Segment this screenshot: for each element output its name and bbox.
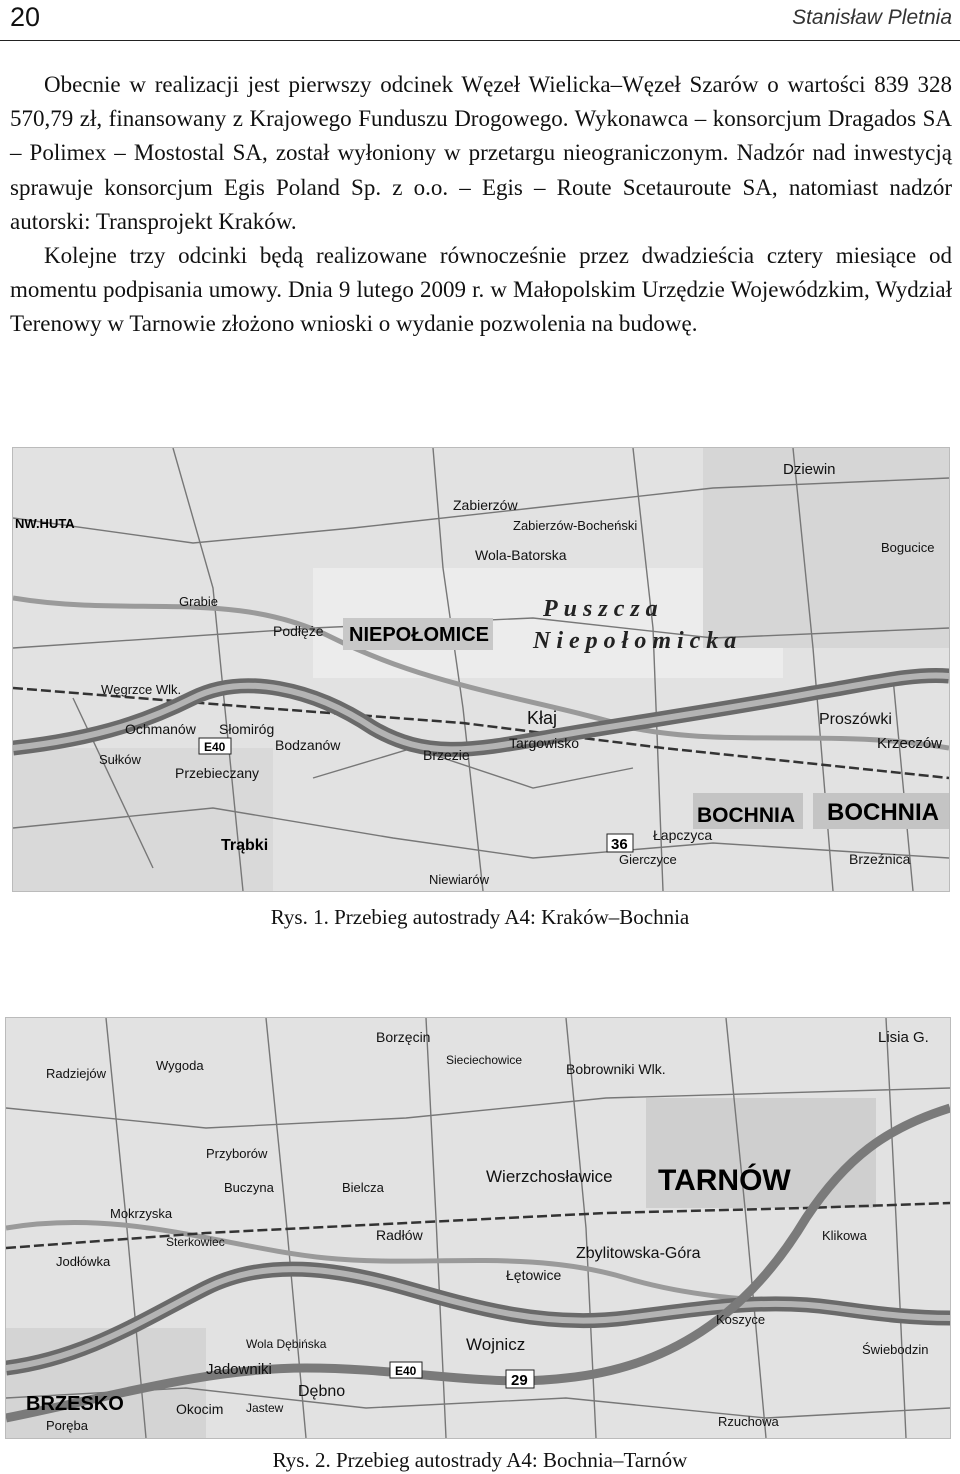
- map1-label-bodzanow: Bodzanów: [275, 737, 341, 753]
- map2-label-letowice: Łętowice: [506, 1267, 562, 1283]
- map1-label-bogucice: Bogucice: [881, 540, 935, 555]
- map1-label-zabierzow: Zabierzów: [453, 497, 518, 513]
- map2-label-mokrzyska: Mokrzyska: [110, 1206, 173, 1221]
- map1-label-krzeczow: Krzeczów: [877, 735, 943, 752]
- map1-label-bochnia-1: BOCHNIA: [697, 804, 795, 827]
- paragraph-1: Obecnie w realizacji jest pierwszy odcinek Węzeł Wielicka–Węzeł Szarów o wartości 839 328 570,79 zł, finansowany z Krajowego Funduszu Drogowego. Wykonawca – konsorcjum Dragados SA – Polimex – Mostostal SA, został wyłoniony w przetargu nieograniczonym. Nadzór nad inwestycją sprawuje konsorcjum Egis Poland Sp. z o.o. – Egis – Route Scetauroute SA, natomiast nadzór autorski: Transprojekt Kraków.: [10, 72, 952, 234]
- map1-label-grabie: Grabie: [179, 594, 219, 609]
- map1-label-gierczyce: Gierczyce: [619, 852, 677, 867]
- page-number: 20: [10, 2, 41, 32]
- map1-label-brzeznica: Brzeźnica: [849, 851, 911, 867]
- map1-label-puszcza: Puszcza: [543, 596, 664, 622]
- map1-label-wegrzce: Węgrzce Wlk.: [101, 682, 182, 697]
- figure-2-map: [5, 1017, 951, 1439]
- map2-label-bobrowniki: Bobrowniki Wlk.: [566, 1061, 666, 1077]
- map2-label-sieciechowice: Sieciechowice: [446, 1053, 523, 1067]
- map1-road-36: 36: [611, 836, 628, 853]
- body-text: [10, 68, 952, 342]
- map2-label-jadowniki: Jadowniki: [206, 1361, 272, 1378]
- map1-label-nowa-huta: NW.HUTA: [15, 516, 75, 531]
- map1-label-brzezie: Brzezie: [423, 747, 470, 763]
- map1-label-bochnia-2: BOCHNIA: [827, 799, 939, 826]
- map2-label-rzuchowa: Rzuchowa: [718, 1414, 779, 1429]
- map2-road-e40: E40: [395, 1364, 417, 1378]
- map2-label-zbylitowska-gora: Zbylitowska-Góra: [576, 1245, 701, 1262]
- map1-label-niepolomice: NIEPOŁOMICE: [349, 624, 490, 646]
- map1-label-ochmanow: Ochmanów: [125, 721, 196, 737]
- figure-1-caption: Rys. 1. Przebieg autostrady A4: Kraków–Bochnia: [270, 905, 690, 929]
- map2-label-jodlowka: Jodłówka: [56, 1254, 111, 1269]
- map2-label-okocim: Okocim: [176, 1401, 224, 1417]
- map2-label-jastew: Jastew: [246, 1401, 284, 1415]
- map2-label-radlow: Radłów: [376, 1227, 423, 1243]
- map1-label-zabierzow-bochenski: Zabierzów-Bocheński: [513, 518, 638, 533]
- map2-label-buczyna: Buczyna: [224, 1180, 274, 1195]
- map2-label-przyborow: Przyborów: [206, 1146, 268, 1161]
- map2-label-brzesko: BRZESKO: [26, 1393, 124, 1415]
- map2-label-poreba: Poręba: [46, 1418, 88, 1433]
- map1-label-slomirog: Słomiróg: [219, 721, 275, 737]
- map2-label-swiebodzin: Świebodzin: [862, 1342, 929, 1357]
- map2-label-klikowa: Klikowa: [822, 1228, 867, 1243]
- paragraph-2: Kolejne trzy odcinki będą realizowane równocześnie przez dwadzieścia cztery miesiące od momentu podpisania umowy. Dnia 9 lutego 2009 r. w Małopolskim Urzędzie Wojewódzkim, Wydział Terenowy w Tarnowie złożono wnioski o wydanie pozwolenia na budowę.: [10, 243, 952, 337]
- map1-label-podleze: Podłęże: [273, 623, 324, 639]
- map2-label-wojnicz: Wojnicz: [466, 1335, 526, 1354]
- map1-label-przebieczany: Przebieczany: [175, 765, 260, 781]
- map2-label-koszyce: Koszyce: [716, 1312, 766, 1327]
- map2-label-sterkowiec: Sterkowiec: [166, 1235, 225, 1249]
- running-head-author: Stanisław Pletnia: [792, 6, 952, 29]
- map1-label-trabki: Trąbki: [221, 837, 269, 854]
- map2-road-29: 29: [511, 1372, 528, 1389]
- map1-label-dziewin: Dziewin: [783, 461, 836, 478]
- map2-label-lisia-gora: Lisia G.: [878, 1029, 929, 1046]
- map1-road-e40: E40: [204, 740, 226, 754]
- map2-label-wola-debinska: Wola Dębińska: [246, 1337, 327, 1351]
- map2-label-tarnow: TARNÓW: [658, 1164, 791, 1197]
- map2-label-radziejow: Radziejów: [46, 1066, 106, 1081]
- map1-label-proszowki: Proszówki: [819, 711, 892, 728]
- map1-label-niewiarow: Niewiarów: [429, 872, 489, 887]
- map1-label-sulkow: Sułków: [99, 752, 141, 767]
- figure-2-caption: Rys. 2. Przebieg autostrady A4: Bochnia–Tarnów: [272, 1448, 688, 1472]
- map2-label-borzecin: Borzęcin: [376, 1029, 431, 1045]
- map2-label-wygoda: Wygoda: [156, 1058, 204, 1073]
- map2-label-debno: Dębno: [298, 1383, 346, 1400]
- figure-1-map: [12, 447, 950, 892]
- map2-label-bielcza: Bielcza: [342, 1180, 384, 1195]
- map1-label-klaj: Kłaj: [527, 708, 558, 728]
- map2-label-wierzchoslawice: Wierzchosławice: [486, 1167, 613, 1186]
- map1-label-niepolomicka: Niepołomicka: [533, 628, 743, 654]
- map1-label-lapczyca: Łapczyca: [653, 827, 713, 843]
- map1-label-wola-batorska: Wola-Batorska: [475, 547, 567, 563]
- map1-label-targowisko: Targowisko: [509, 735, 580, 751]
- running-header: [0, 0, 960, 41]
